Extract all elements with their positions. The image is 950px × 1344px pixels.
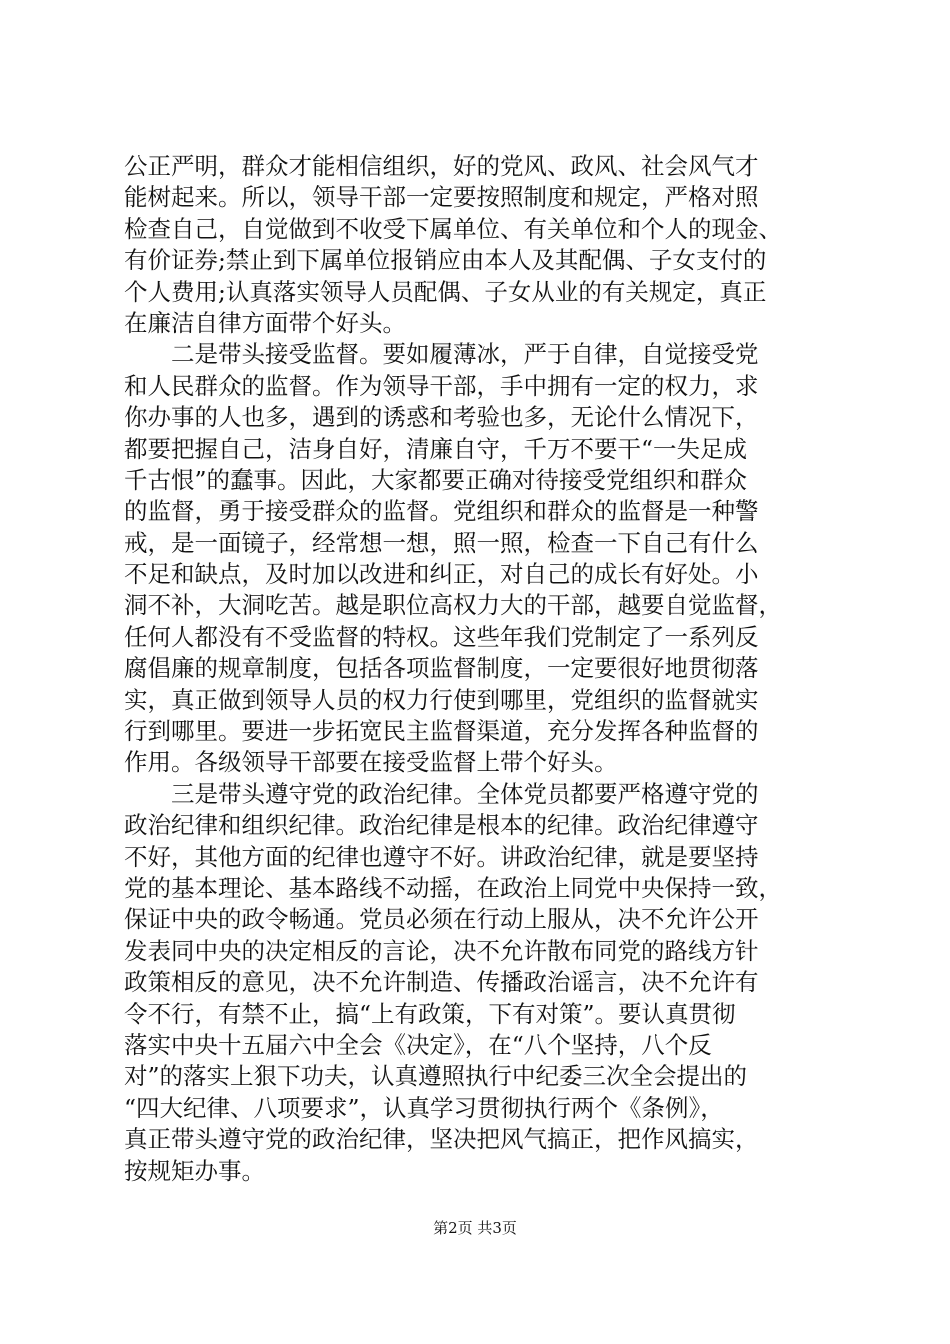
text-line: 实，真正做到领导人员的权力行使到哪里，党组织的监督就实 <box>124 685 759 714</box>
text-line: 对”的落实上狠下功夫，认真遵照执行中纪委三次全会提出的 <box>124 1062 748 1091</box>
text-line: 你办事的人也多，遇到的诱惑和考验也多，无论什么情况下， <box>124 403 759 432</box>
text-line: 党的基本理论、基本路线不动摇，在政治上同党中央保持一致， <box>124 873 782 902</box>
text-line: 洞不补，大洞吃苦。越是职位高权力大的干部，越要自觉监督， <box>124 591 782 620</box>
text-line: 政治纪律和组织纪律。政治纪律是根本的纪律。政治纪律遵守 <box>124 811 759 840</box>
text-line: 戒，是一面镜子，经常想一想，照一照，检查一下自己有什么 <box>124 528 759 557</box>
text-line: 能树起来。所以，领导干部一定要按照制度和规定，严格对照 <box>124 183 759 212</box>
text-line: 在廉洁自律方面带个好头。 <box>124 308 406 337</box>
text-line: 的监督，勇于接受群众的监督。党组织和群众的监督是一种警 <box>124 497 759 526</box>
text-line: 和人民群众的监督。作为领导干部，手中拥有一定的权力，求 <box>124 371 759 400</box>
text-line: 政策相反的意见，决不允许制造、传播政治谣言，决不允许有 <box>124 968 759 997</box>
text-line: “四大纪律、八项要求”，认真学习贯彻执行两个《条例》， <box>124 1093 724 1122</box>
text-line: 任何人都没有不受监督的特权。这些年我们党制定了一系列反 <box>124 622 759 651</box>
text-line: 发表同中央的决定相反的言论，决不允许散布同党的路线方针 <box>124 936 759 965</box>
text-line: 作用。各级领导干部要在接受监督上带个好头。 <box>124 748 618 777</box>
text-line: 三是带头遵守党的政治纪律。全体党员都要严格遵守党的 <box>124 779 759 808</box>
text-line: 都要把握自己，洁身自好，清廉自守，千万不要干“一失足成 <box>124 434 748 463</box>
text-line: 不好，其他方面的纪律也遵守不好。讲政治纪律，就是要坚持 <box>124 842 759 871</box>
text-line: 腐倡廉的规章制度，包括各项监督制度，一定要很好地贯彻落 <box>124 654 759 683</box>
text-line: 检查自己，自觉做到不收受下属单位、有关单位和个人的现金、 <box>124 214 782 243</box>
text-line: 按规矩办事。 <box>124 1156 265 1185</box>
text-line: 不足和缺点，及时加以改进和纠正，对自己的成长有好处。小 <box>124 560 759 589</box>
text-line: 个人费用;认真落实领导人员配偶、子女从业的有关规定，真正 <box>124 277 767 306</box>
text-line: 令不行，有禁不止，搞“上有政策，下有对策”。要认真贯彻 <box>124 999 736 1028</box>
body-text <box>124 151 836 1187</box>
page-footer: 第2页 共3页 <box>433 1219 517 1237</box>
text-line: 保证中央的政令畅通。党员必须在行动上服从，决不允许公开 <box>124 905 759 934</box>
text-line: 二是带头接受监督。要如履薄冰，严于自律，自觉接受党 <box>124 340 759 369</box>
text-line: 落实中央十五届六中全会《决定》，在“八个坚持，八个反 <box>124 1030 712 1059</box>
text-line: 真正带头遵守党的政治纪律，坚决把风气搞正，把作风搞实， <box>124 1125 759 1154</box>
text-line: 有价证券;禁止到下属单位报销应由本人及其配偶、子女支付的 <box>124 246 767 275</box>
text-line: 千古恨”的蠢事。因此，大家都要正确对待接受党组织和群众 <box>124 465 748 494</box>
text-line: 行到哪里。要进一步拓宽民主监督渠道，充分发挥各种监督的 <box>124 717 759 746</box>
text-line: 公正严明，群众才能相信组织，好的党风、政风、社会风气才 <box>124 152 759 180</box>
